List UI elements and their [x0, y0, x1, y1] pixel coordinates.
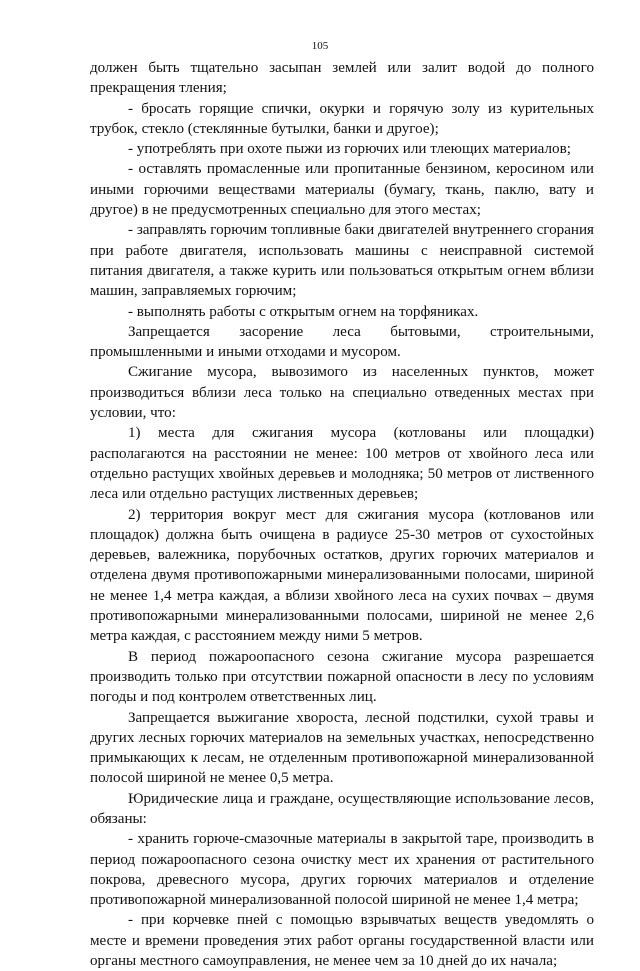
- paragraph: Запрещается выжигание хвороста, лесной подстилки, сухой травы и других лесных горючих материалов на земельных участках, непосредственно примыкающих к лесам, не отделенным противопожарной минерализованной полосой шириной не менее 0,5 метра.: [90, 709, 594, 787]
- paragraph: - употреблять при охоте пыжи из горючих или тлеющих материалов;: [128, 141, 571, 158]
- paragraph: Запрещается засорение леса бытовыми, строительными, промышленными и иными отходами и мусором.: [90, 323, 594, 361]
- paragraph: Сжигание мусора, вывозимого из населенных пунктов, может производиться вблизи леса только на специально отведенных местах при условии, что:: [90, 364, 594, 422]
- paragraph: 2) территория вокруг мест для сжигания мусора (котлованов или площадок) должна быть очищена в радиусе 25-30 метров от сухостойных деревьев, валежника, порубочных остатков, других горючих материалов и отделена двумя противопожарными минерализованными полосами, шириной не менее 1,4 метра каждая, а вблизи хвойного леса на сухих почвах – двумя противопожарными минерализованными полосами, шириной не менее 2,6 метра каждая, с расстоянием между ними 5 метров.: [90, 506, 594, 645]
- paragraph: 1) места для сжигания мусора (котлованы или площадки) располагаются на расстоянии не менее: 100 метров от хвойного леса или отдельно растущих хвойных деревьев и молодняка; 50 метров от лиственного леса или отдельно растущих лиственных деревьев;: [90, 425, 594, 503]
- paragraph: - бросать горящие спички, окурки и горячую золу из курительных трубок, стекло (стеклянные бутылки, банки и другое);: [90, 100, 594, 137]
- paragraph: - хранить горюче-смазочные материалы в закрытой таре, производить в период пожароопасного сезона очистку мест их хранения от растительного покрова, древесного мусора, других горючих материалов и отделение противопожарной минерализованной полосой шириной не менее 1,4 метра;: [90, 831, 594, 909]
- paragraph: - выполнять работы с открытым огнем на торфяниках.: [128, 303, 479, 320]
- paragraph: - при корчевке пней с помощью взрывчатых веществ уведомлять о месте и времени проведения этих работ органы государственной власти или органы местного самоуправления, не менее чем за 10 дней до их начала;: [90, 912, 594, 970]
- paragraph: В период пожароопасного сезона сжигание мусора разрешается производить только при отсутствии пожарной опасности в лесу по условиям погоды и под контролем ответственных лиц.: [90, 648, 594, 706]
- document-body: [90, 58, 594, 971]
- page-number: 105: [311, 40, 329, 52]
- paragraph: - оставлять промасленные или пропитанные бензином, керосином или иными горючими веществами материалы (бумагу, ткань, паклю, вату и другое) в не предусмотренных специально для этого местах;: [90, 161, 594, 219]
- paragraph: - заправлять горючим топливные баки двигателей внутреннего сгорания при работе двигателя, использовать машины с неисправной системой питания двигателя, а также курить или пользоваться открытым огнем вблизи машин, заправляемых горючим;: [90, 222, 594, 300]
- paragraph: должен быть тщательно засыпан землей или залит водой до полного прекращения тления;: [90, 60, 594, 97]
- paragraph: Юридические лица и граждане, осуществляющие использование лесов, обязаны:: [90, 790, 594, 827]
